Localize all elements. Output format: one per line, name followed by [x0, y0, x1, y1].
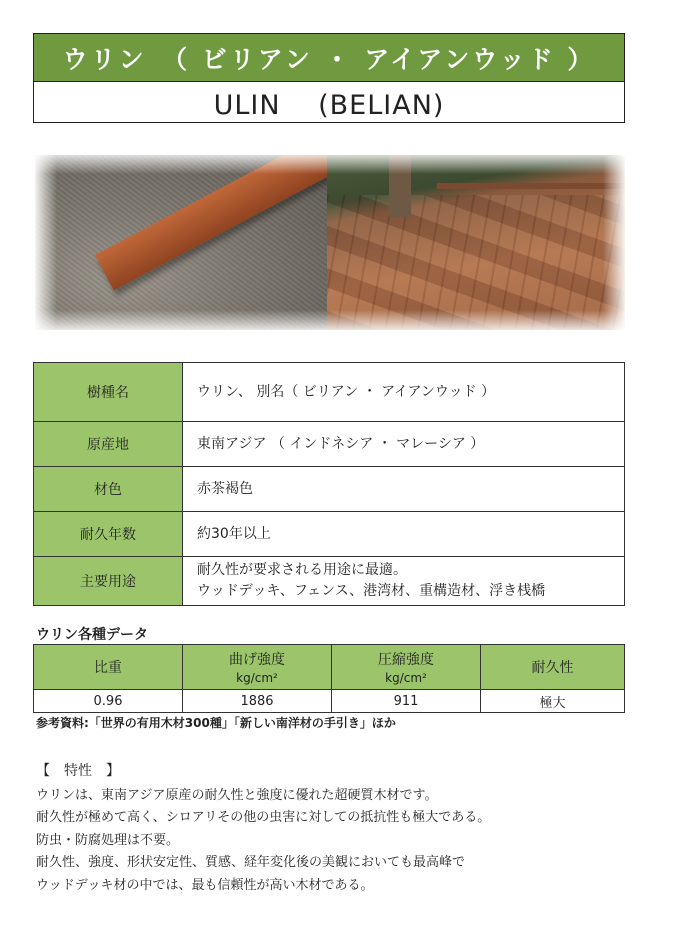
reference-note: 参考資料:「世界の有用木材300種」「新しい南洋材の手引き」ほか	[36, 716, 396, 730]
photo-ulin-deck	[327, 155, 625, 330]
table-row	[34, 422, 625, 467]
spec-key: 原産地	[34, 422, 183, 467]
spec-key: 材色	[34, 467, 183, 512]
table-row	[34, 363, 625, 422]
spec-value: 赤茶褐色	[183, 467, 625, 512]
data-table	[33, 644, 625, 713]
header-durability: 耐久性	[481, 645, 625, 690]
header-compressive-strength: 圧縮強度 kg/cm²	[332, 645, 481, 690]
feature-line: ウリンは、東南アジア原産の耐久性と強度に優れた超硬質木材です。	[36, 787, 438, 803]
table-row	[34, 467, 625, 512]
table-row	[34, 512, 625, 557]
feature-line: ウッドデッキ材の中では、最も信頼性が高い木材である。	[36, 877, 374, 893]
table-row	[34, 557, 625, 606]
table-header-row	[34, 645, 625, 690]
spec-key: 樹種名	[34, 363, 183, 422]
spec-key: 主要用途	[34, 557, 183, 606]
spec-value: 耐久性が要求される用途に最適。 ウッドデッキ、フェンス、港湾材、重構造材、浮き桟橋	[183, 557, 625, 606]
spec-key: 耐久年数	[34, 512, 183, 557]
cell-specific-gravity: 0.96	[34, 690, 183, 713]
feature-line: 耐久性が極めて高く、シロアリその他の虫害に対しての抵抗性も極大である。	[36, 810, 491, 825]
spec-value: 東南アジア （ インドネシア ・ マレーシア ）	[183, 422, 625, 467]
photo-ulin-plank	[35, 155, 327, 330]
table-row	[34, 690, 625, 713]
data-heading: ウリン各種データ	[36, 627, 148, 643]
spec-table	[33, 362, 625, 606]
spec-value: ウリン、 別名（ ビリアン ・ アイアンウッド ）	[183, 363, 625, 422]
title-english: ULIN (BELIAN)	[213, 90, 445, 121]
feature-line: 防虫・防腐処理は不要。	[36, 832, 180, 848]
header-bending-strength: 曲げ強度 kg/cm²	[183, 645, 332, 690]
title-box	[33, 33, 625, 123]
feature-line: 耐久性、強度、形状安定性、質感、経年変化後の美観においても最高峰で	[36, 855, 466, 870]
cell-durability: 極大	[481, 690, 625, 713]
spec-value: 約30年以上	[183, 512, 625, 557]
cell-bending-strength: 1886	[183, 690, 332, 713]
title-japanese: ウリン （ ビリアン ・ アイアンウッド ）	[34, 34, 624, 82]
header-specific-gravity: 比重	[34, 645, 183, 690]
features-title: 【 特性 】	[36, 763, 120, 779]
features-section	[36, 760, 490, 897]
cell-compressive-strength: 911	[332, 690, 481, 713]
